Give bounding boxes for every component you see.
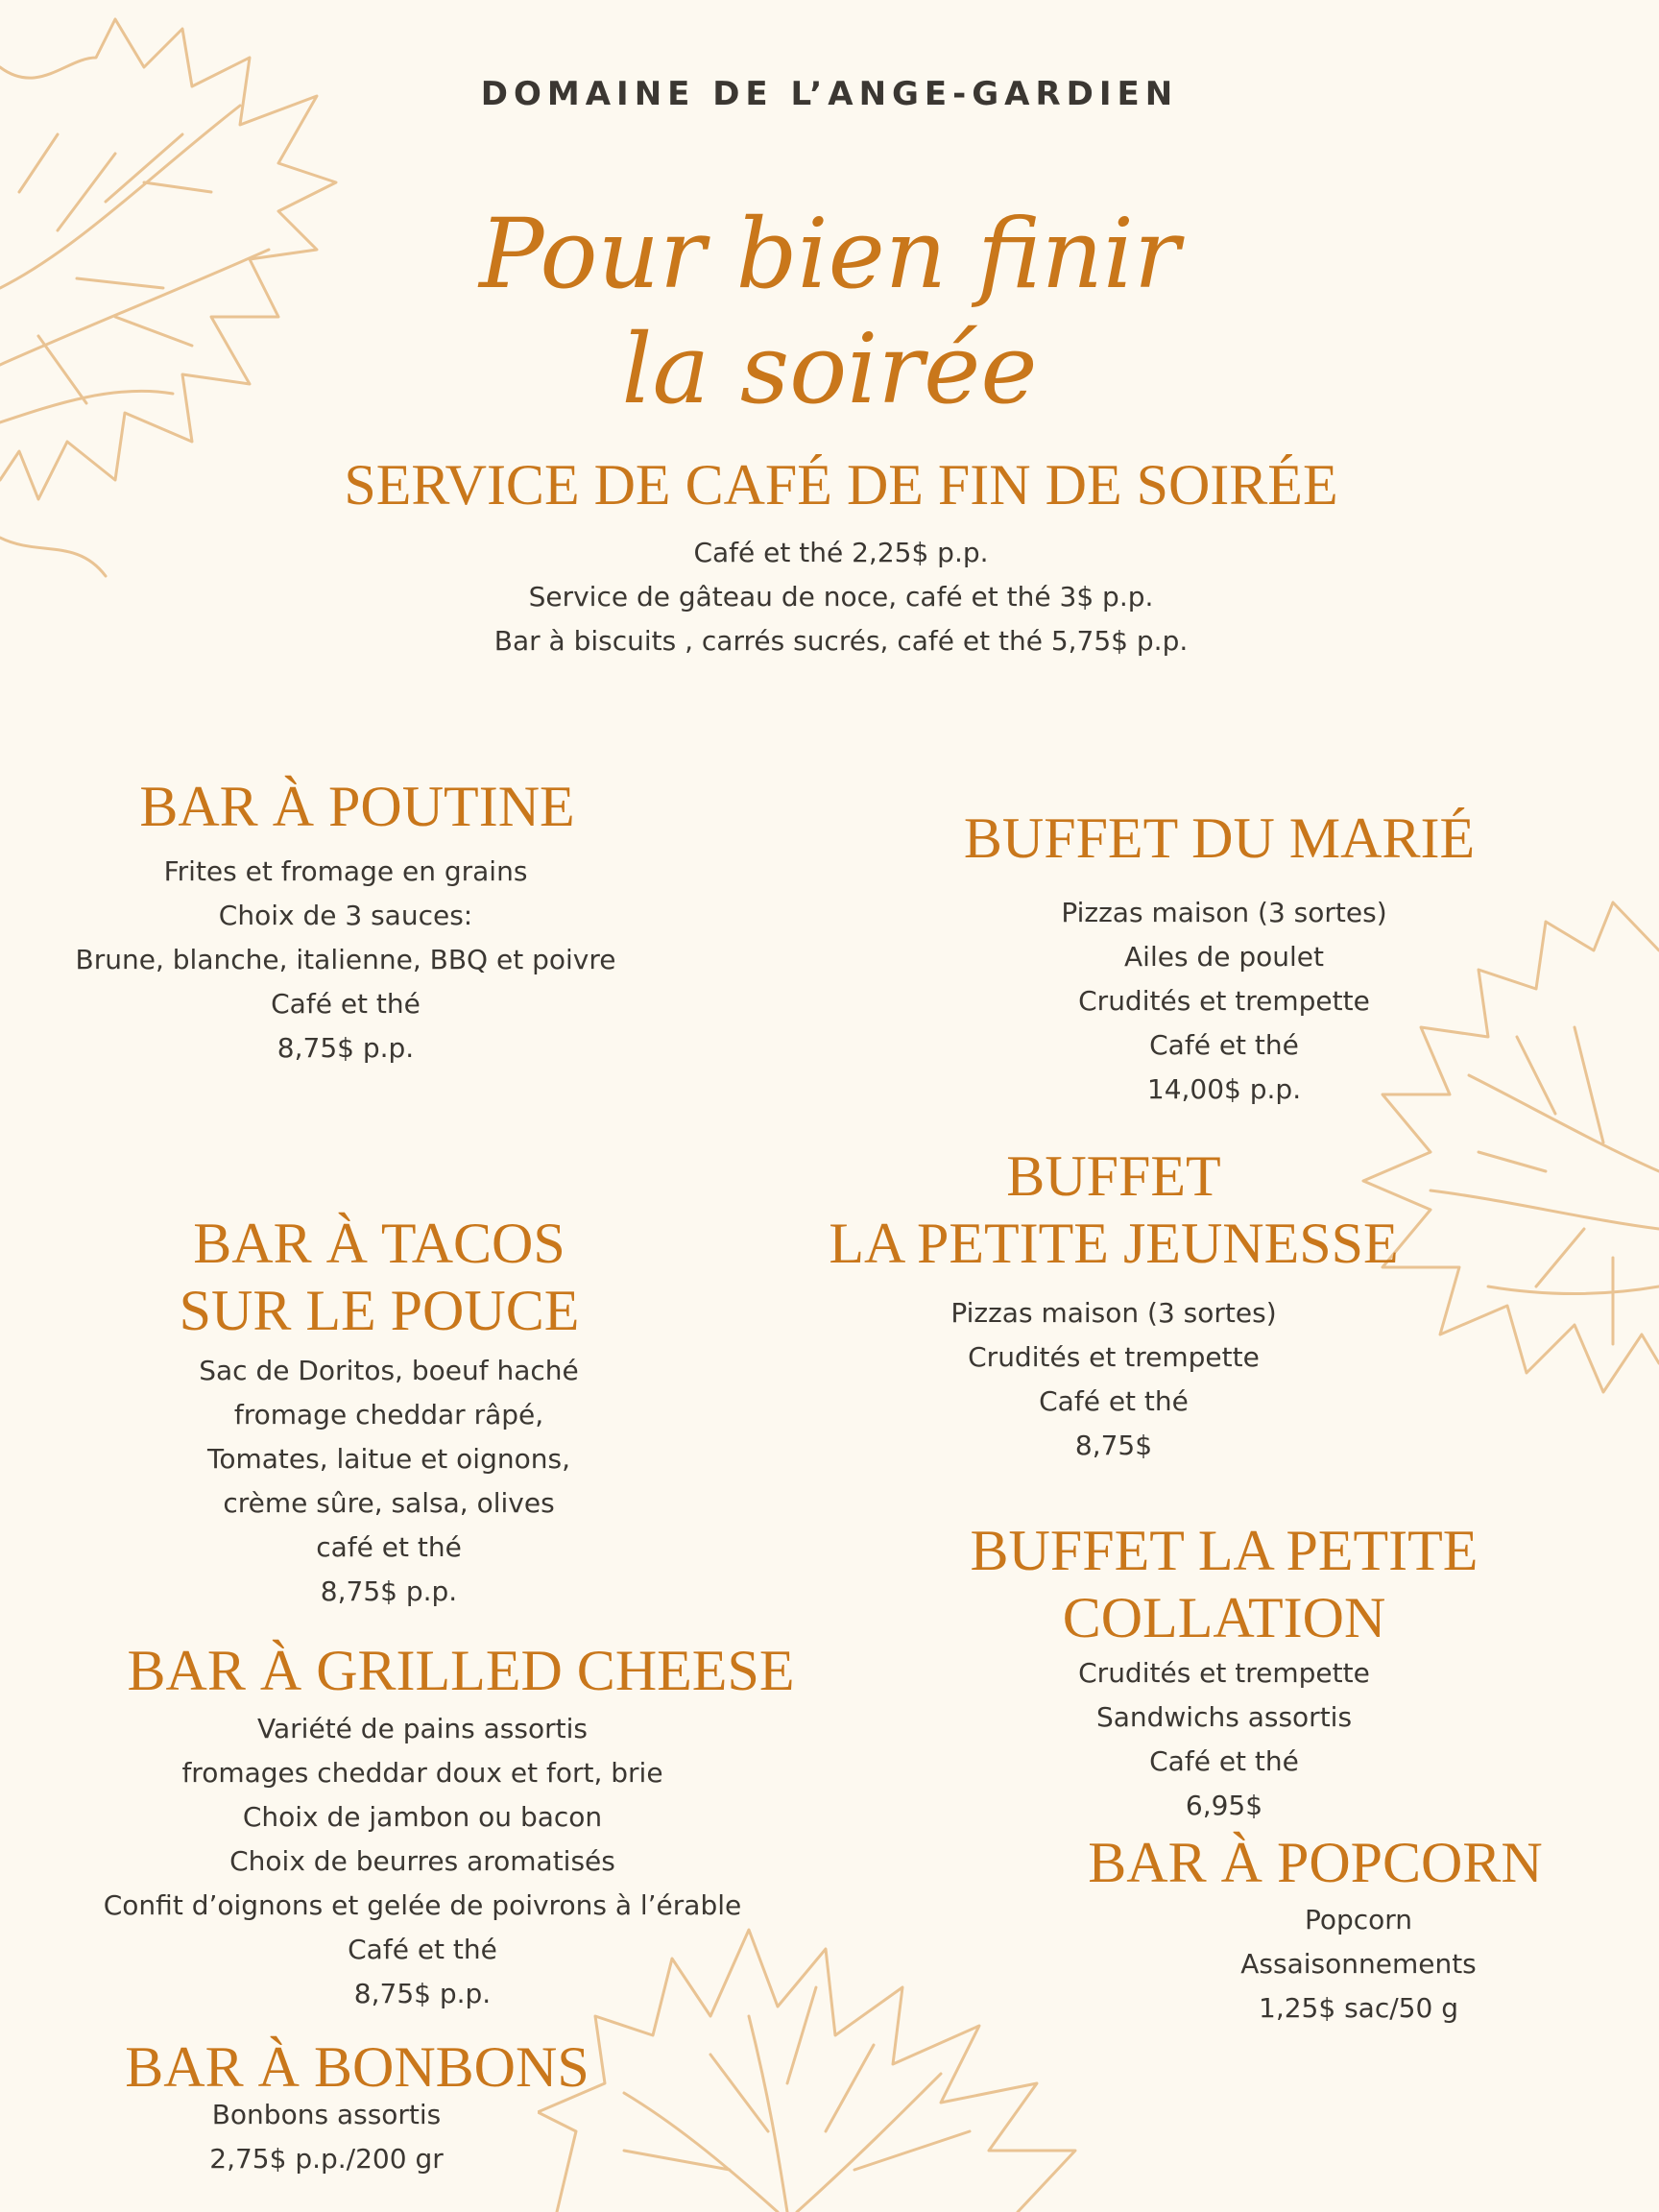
menu-item: Popcorn xyxy=(1304,1904,1413,1936)
menu-item: Confit d’oignons et gelée de poivrons à l’érable xyxy=(103,1889,742,1921)
section-title-collation xyxy=(840,1517,1608,1651)
section-items-poutine xyxy=(0,850,691,1070)
section-title-marie: BUFFET DU MARIÉ xyxy=(963,806,1476,870)
section-title-jeunesse xyxy=(730,1142,1498,1277)
menu-item: Crudités et trempette xyxy=(968,1341,1260,1373)
menu-item: Bonbons assortis xyxy=(211,2099,442,2130)
menu-item: Choix de 3 sauces: xyxy=(218,900,473,931)
section-title-line: BAR À TACOS xyxy=(193,1212,565,1275)
section-title-cafe: SERVICE DE CAFÉ DE FIN DE SOIRÉE xyxy=(344,453,1338,517)
menu-item: Pizzas maison (3 sortes) xyxy=(950,1297,1277,1329)
section-title-bonbons: BAR À BONBONS xyxy=(125,2035,589,2099)
menu-item: fromages cheddar doux et fort, brie xyxy=(181,1757,663,1789)
menu-item: 8,75$ xyxy=(1074,1430,1153,1461)
section-items-grilled xyxy=(58,1707,787,2016)
menu-item: Brune, blanche, italienne, BBQ et poivre xyxy=(75,944,616,975)
menu-item: 8,75$ p.p. xyxy=(320,1575,458,1607)
section-title-poutine: BAR À POUTINE xyxy=(139,775,575,838)
section-title-tacos xyxy=(91,1210,667,1344)
section-title-line: COLLATION xyxy=(1062,1586,1386,1649)
section-title-line: BUFFET LA PETITE xyxy=(970,1519,1479,1582)
page-title xyxy=(0,197,1659,427)
section-items-marie xyxy=(936,891,1512,1112)
menu-item: 8,75$ p.p. xyxy=(276,1032,415,1064)
menu-item: Pizzas maison (3 sortes) xyxy=(1061,897,1387,928)
menu-item: Service de gâteau de noce, café et thé 3$ p.p. xyxy=(528,581,1154,613)
menu-item: Sandwichs assortis xyxy=(1095,1701,1353,1733)
menu-item: café et thé xyxy=(316,1531,462,1563)
section-items-popcorn xyxy=(1070,1898,1647,2031)
menu-item: 14,00$ p.p. xyxy=(1146,1073,1302,1105)
section-items-collation xyxy=(936,1651,1512,1828)
menu-item: Café et thé xyxy=(271,988,421,1020)
section-items-tacos xyxy=(101,1349,677,1614)
brand-name: DOMAINE DE L’ANGE-GARDIEN xyxy=(480,75,1179,113)
section-items-jeunesse xyxy=(826,1291,1402,1468)
section-items-cafe xyxy=(0,531,1659,663)
menu-item: Crudités et trempette xyxy=(1078,985,1370,1017)
menu-item: Café et thé xyxy=(1149,1029,1299,1061)
menu-item: Bar à biscuits , carrés sucrés, café et thé 5,75$ p.p. xyxy=(493,625,1189,657)
menu-item: Assaisonnements xyxy=(1240,1948,1477,1980)
section-title-popcorn: BAR À POPCORN xyxy=(1088,1831,1543,1894)
section-title-line: LA PETITE JEUNESSE xyxy=(829,1212,1399,1275)
menu-item: Variété de pains assortis xyxy=(257,1713,588,1744)
section-title-line: SUR LE POUCE xyxy=(179,1279,580,1342)
menu-item: 8,75$ p.p. xyxy=(353,1978,492,2009)
menu-item: Choix de jambon ou bacon xyxy=(242,1801,603,1833)
menu-item: Café et thé 2,25$ p.p. xyxy=(693,537,989,568)
menu-item: Café et thé xyxy=(348,1934,497,1965)
menu-item: 1,25$ sac/50 g xyxy=(1259,1992,1458,2024)
page-title-line-1: Pour bien finir xyxy=(479,198,1180,310)
section-title-line: BUFFET xyxy=(1006,1144,1221,1208)
section-items-bonbons xyxy=(38,2093,614,2181)
menu-item: Crudités et trempette xyxy=(1078,1657,1370,1689)
menu-item: Frites et fromage en grains xyxy=(163,855,528,887)
menu-item: 2,75$ p.p./200 gr xyxy=(209,2143,444,2175)
section-title-grilled: BAR À GRILLED CHEESE xyxy=(127,1639,795,1702)
menu-item: crème sûre, salsa, olives xyxy=(223,1487,555,1519)
menu-item: fromage cheddar râpé, xyxy=(233,1399,544,1431)
menu-item: Tomates, laitue et oignons, xyxy=(207,1443,570,1475)
menu-item: Choix de beurres aromatisés xyxy=(229,1845,615,1877)
menu-item: Ailes de poulet xyxy=(1124,941,1324,973)
menu-item: Café et thé xyxy=(1149,1745,1299,1777)
menu-item: Café et thé xyxy=(1039,1385,1189,1417)
page-title-line-2: la soirée xyxy=(621,313,1038,425)
menu-item: Sac de Doritos, boeuf haché xyxy=(199,1355,579,1386)
menu-item: 6,95$ xyxy=(1185,1790,1263,1821)
